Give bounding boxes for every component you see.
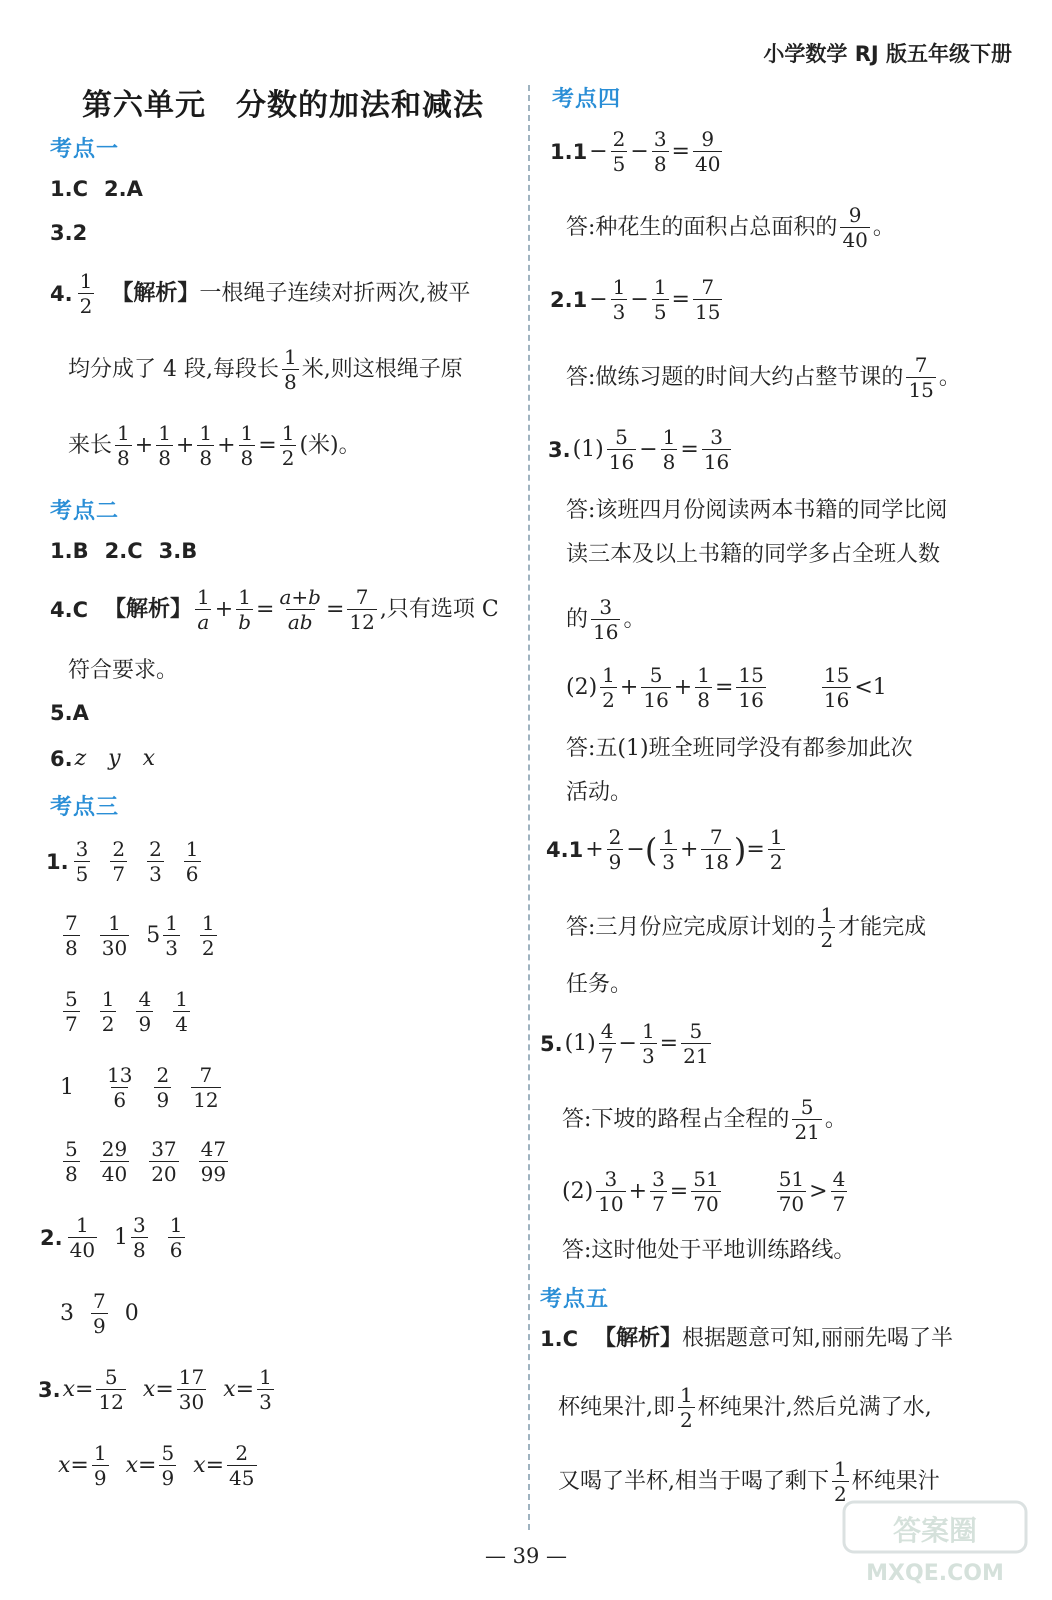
fraction: $\frac{4}{9}$: [138, 987, 152, 1036]
whole-number: 1: [60, 1074, 74, 1100]
s4-q4: 4.1 + $\frac{2}{9}$ − ( $\frac{1}{3}$ + $\frac{7}{18}$ ) = $\frac{1}{2}$: [546, 825, 783, 874]
s4-a5b: [562, 1236, 855, 1266]
s2-q1: 1.B: [50, 539, 89, 563]
text: 五(1)班全班同学没有都参加此次: [595, 736, 913, 761]
fraction: $\frac{2}{9}$: [608, 825, 622, 874]
s4-q2-num: 2.1: [550, 287, 588, 312]
fraction: $\frac{1}{2}$: [79, 269, 93, 318]
fraction: $\frac{2}{5}$: [612, 127, 626, 176]
s3-q2-row1: [40, 1214, 188, 1261]
s4-q3-num: 3.: [548, 437, 571, 462]
fraction: $\frac{1}{8}$: [199, 421, 213, 470]
fraction: $\frac{1}{b}$: [238, 585, 252, 634]
s4-q5-num: 5.: [540, 1031, 563, 1056]
unit-name: 分数的加法和减法: [236, 88, 484, 123]
s3-q1-row5: [60, 1138, 231, 1185]
s4-q1-num: 1.1: [550, 139, 588, 164]
whole-number: 1: [114, 1224, 129, 1250]
fraction: $\frac{1}{2}$: [281, 421, 295, 470]
fraction: $\frac{1}{5}$: [653, 275, 667, 324]
s5-q1-l2: [558, 1384, 932, 1431]
fraction: $\frac{1}{6}$: [185, 837, 199, 886]
fraction: $\frac{1}{8}$: [697, 663, 710, 712]
fraction: $\frac{37}{20}$: [151, 1137, 177, 1186]
section-heading-2: 考点二: [50, 499, 120, 524]
fraction: $\frac{1}{8}$: [158, 421, 171, 470]
fraction: $\frac{1}{4}$: [175, 987, 188, 1036]
fraction: $\frac{4}{7}$: [832, 1167, 846, 1216]
fraction: $\frac{1}{8}$: [117, 421, 130, 470]
s1-q4-num: 4.: [50, 281, 73, 306]
s2-q2: 2.C: [104, 539, 143, 563]
s3-q1-row2: [60, 912, 220, 959]
text: 又喝了半杯,相当于喝了剩下: [558, 1468, 829, 1494]
fraction: $\frac{1}{8}$: [662, 425, 676, 474]
analysis-label: 【解析】: [111, 280, 200, 306]
fraction: $\frac{7}{15}$: [694, 275, 721, 324]
s4-a4-l2: 任务。: [566, 972, 633, 997]
s4-q4-num: 4.1: [546, 837, 584, 862]
s1-q1-q2: [50, 174, 145, 204]
s4-q5-2: (2) $\frac{3}{10}$ + $\frac{3}{7}$ = $\frac{51}{70}$ $\frac{51}{70}$ > $\frac{4}{7}$: [562, 1167, 846, 1216]
fraction: $\frac{5}{16}$: [608, 425, 635, 474]
fraction: $\frac{1}{a}$: [197, 585, 210, 634]
fraction: $\frac{3}{5}$: [75, 837, 89, 886]
fraction: $\frac{15}{16}$: [738, 663, 764, 712]
s3-q2-row2: [60, 1290, 139, 1337]
fraction: $\frac{13}{6}$: [107, 1063, 133, 1112]
section-heading-4: 考点四: [552, 87, 622, 112]
s2-q5: [50, 698, 91, 728]
s2-q4-line1: 4.C 【解析】 $\frac{1}{a}$ + $\frac{1}{b}$ = $\frac{a+b}{ab}$ = $\frac{7}{12}$ ,只有选项 C: [50, 585, 499, 634]
fraction: $\frac{1}{3}$: [662, 825, 676, 874]
answer-label: 答:: [566, 914, 596, 940]
fraction: $\frac{1}{2}$: [834, 1457, 847, 1506]
fraction: $\frac{2}{45}$: [229, 1441, 255, 1490]
fraction: $\frac{29}{40}$: [101, 1137, 128, 1186]
s2-q4-line2: 符合要求。: [68, 658, 179, 683]
fraction: $\frac{1}{2}$: [602, 663, 615, 712]
s4-q2: 2.1 − $\frac{1}{3}$ − $\frac{1}{5}$ = $\frac{7}{15}$: [550, 275, 721, 324]
fraction: $\frac{5}{21}$: [794, 1095, 820, 1144]
fraction: $\frac{9}{40}$: [694, 127, 721, 176]
answer-label: 答:: [562, 1238, 592, 1263]
fraction: $\frac{1}{6}$: [169, 1213, 183, 1262]
s3-q1-row4: [60, 1064, 224, 1111]
whole-number: 0: [124, 1300, 139, 1326]
whole-number: 3: [60, 1300, 74, 1326]
s1-q1: 1.C: [50, 177, 89, 201]
fraction: $\frac{15}{16}$: [823, 663, 850, 712]
s2-q4-num: 4.C: [50, 597, 89, 622]
text: 下坡的路程占全程的: [591, 1106, 790, 1132]
s2-q1-q3: [50, 536, 199, 566]
fraction: $\frac{1}{3}$: [165, 911, 178, 960]
text: 三月份应完成原计划的: [595, 914, 816, 940]
s3-q1-row1: [46, 838, 204, 885]
text: 该班四月份阅读两本书籍的同学比阅: [595, 498, 948, 523]
fraction: $\frac{1}{8}$: [240, 421, 254, 470]
fraction: $\frac{3}{16}$: [703, 425, 730, 474]
fraction: $\frac{3}{7}$: [652, 1167, 665, 1216]
unit-number: 第六单元: [82, 88, 206, 123]
s4-q3-1: 3. (1) $\frac{5}{16}$ − $\frac{1}{8}$ = $\frac{3}{16}$: [548, 425, 730, 474]
s5-q1-num: 1.C: [540, 1327, 579, 1351]
s4-a5: 答: 下坡的路程占全程的 $\frac{5}{21}$ 。: [562, 1095, 847, 1144]
text: 来长: [68, 432, 113, 458]
s2-q6-num: 6.: [50, 747, 73, 771]
s1-q4-line1: [50, 270, 470, 317]
text: 杯纯果汁,即: [558, 1394, 675, 1420]
s4-q1: 1.1 − $\frac{2}{5}$ − $\frac{3}{8}$ = $\frac{9}{40}$: [550, 127, 721, 176]
analysis-label: 【解析】: [104, 596, 193, 622]
s1-q4-text: 一根绳子连续对折两次,被平: [199, 280, 471, 306]
fraction: $\frac{7}{12}$: [193, 1063, 219, 1112]
text: 杯纯果汁: [851, 1468, 940, 1494]
answer-label: 答:: [566, 498, 596, 523]
fraction: $\frac{5}{9}$: [161, 1441, 175, 1490]
text: 根据题意可知,丽丽先喝了半: [682, 1326, 954, 1351]
section-heading-1: 考点一: [50, 137, 120, 162]
svg-text:答案圈: 答案圈: [892, 1514, 978, 1547]
s3-q1-row3: [60, 988, 193, 1035]
text: 均分成了 4 段,每段长: [68, 356, 279, 382]
text: 做练习题的时间大约占整节课的: [595, 364, 904, 390]
s1-q3: [50, 218, 89, 248]
fraction: $\frac{9}{40}$: [842, 203, 868, 252]
s2-q6-vals: z y x: [74, 746, 156, 771]
fraction: $\frac{1}{3}$: [612, 275, 626, 324]
s1-q2: 2.A: [104, 177, 143, 201]
fraction: $\frac{2}{9}$: [156, 1063, 170, 1112]
fraction: $\frac{3}{10}$: [598, 1167, 624, 1216]
s4-a3-l2: 读三本及以上书籍的同学多占全班人数: [566, 542, 941, 567]
s4-a4-l1: [566, 904, 926, 951]
svg-text:MXQE.COM: MXQE.COM: [866, 1561, 1004, 1586]
s4-a3-l3: 的 $\frac{3}{16}$ 。: [566, 595, 646, 644]
s1-q4-line3: 来长 $\frac{1}{8}$ + $\frac{1}{8}$ + $\frac{1}{8}$ + $\frac{1}{8}$ = $\frac{1}{2}$ (米)。: [68, 421, 361, 470]
s4-a1: 答: 种花生的面积占总面积的 $\frac{9}{40}$ 。: [566, 203, 895, 252]
fraction: $\frac{17}{30}$: [178, 1365, 205, 1414]
fraction: $\frac{2}{3}$: [149, 837, 162, 886]
answer-label: 答:: [566, 736, 596, 761]
fraction: $\frac{7}{15}$: [908, 353, 934, 402]
fraction: $\frac{7}{18}$: [703, 825, 729, 874]
text: ,只有选项 C: [379, 596, 499, 622]
text: 才能完成: [838, 914, 927, 940]
text: 杯纯果汁,然后兑满了水,: [697, 1394, 932, 1420]
s4-a2: 答: 做练习题的时间大约占整节课的 $\frac{7}{15}$ 。: [566, 353, 961, 402]
fraction: $\frac{1}{2}$: [101, 987, 115, 1036]
text: 种花生的面积占总面积的: [595, 214, 838, 240]
page-number: — 39 —: [484, 1544, 568, 1568]
fraction: $\frac{5}{16}$: [643, 663, 669, 712]
fraction: $\frac{51}{70}$: [693, 1167, 719, 1216]
s4-q3-2: (2) $\frac{1}{2}$ + $\frac{5}{16}$ + $\frac{1}{8}$ = $\frac{15}{16}$ $\frac{15}{16}$ < 1: [566, 663, 887, 712]
fraction: $\frac{5}{12}$: [98, 1365, 124, 1414]
text: 这时他处于平地训练路线。: [591, 1238, 856, 1263]
s2-q3: 3.B: [158, 539, 198, 563]
page-header: 小学数学 RJ 版五年级下册: [763, 42, 1012, 66]
fraction: $\frac{1}{2}$: [820, 903, 834, 952]
s3-q3-row1: 3. x = $\frac{5}{12}$ x = $\frac{17}{30}$ x = $\frac{1}{3}$: [38, 1365, 272, 1414]
s4-a3-l1: [566, 496, 947, 526]
s3-q3-row2: x = $\frac{1}{9}$ x = $\frac{5}{9}$ x = $\frac{2}{45}$: [58, 1441, 255, 1490]
fraction: $\frac{1}{2}$: [680, 1383, 693, 1432]
fraction: $\frac{3}{16}$: [593, 595, 619, 644]
s1-q3-text: 3.2: [50, 221, 88, 245]
analysis-label: 【解析】: [594, 1326, 683, 1351]
fraction: $\frac{51}{70}$: [778, 1167, 805, 1216]
s2-q5-text: 5.A: [50, 701, 89, 725]
fraction: $\frac{1}{30}$: [101, 911, 128, 960]
text: (米)。: [299, 432, 361, 458]
text: 米,则这根绳子原: [301, 356, 463, 382]
fraction: $\frac{5}{21}$: [683, 1019, 709, 1068]
fraction: $\frac{5}{7}$: [65, 987, 78, 1036]
whole-number: 5: [146, 922, 161, 948]
watermark-logo: [840, 1498, 1030, 1588]
fraction: $\frac{1}{2}$: [201, 911, 215, 960]
s4-q5-1: 5. (1) $\frac{4}{7}$ − $\frac{1}{3}$ = $\frac{5}{21}$: [540, 1019, 709, 1068]
s3-q3-num: 3.: [38, 1377, 61, 1402]
fraction: $\frac{3}{8}$: [133, 1213, 146, 1262]
s4-a3b-l2: 活动。: [566, 780, 633, 805]
fraction: $\frac{7}{9}$: [93, 1289, 106, 1338]
fraction: $\frac{7}{8}$: [65, 911, 78, 960]
answer-label: 答:: [566, 214, 596, 240]
fraction: $\frac{5}{8}$: [65, 1137, 78, 1186]
s2-q6: [50, 744, 155, 774]
s1-q4-line2: [68, 346, 463, 393]
fraction: $\frac{7}{12}$: [349, 585, 375, 634]
fraction: $\frac{1}{9}$: [93, 1441, 107, 1490]
answer-label: 答:: [566, 364, 596, 390]
unit-title: [82, 80, 484, 124]
section-heading-3: 考点三: [50, 795, 120, 820]
s3-q1-num: 1.: [46, 849, 69, 874]
fraction: $\frac{2}{7}$: [112, 837, 126, 886]
fraction: $\frac{3}{8}$: [653, 127, 667, 176]
fraction: $\frac{1}{8}$: [283, 345, 297, 394]
fraction: $\frac{1}{40}$: [69, 1213, 96, 1262]
section-heading-5: 考点五: [540, 1287, 610, 1312]
s4-a3b-l1: [566, 734, 913, 764]
fraction: $\frac{a+b}{ab}$: [279, 585, 321, 634]
answer-label: 答:: [562, 1106, 592, 1132]
fraction: $\frac{47}{99}$: [200, 1137, 227, 1186]
fraction: $\frac{1}{3}$: [259, 1365, 272, 1414]
column-divider: [528, 85, 530, 1530]
s3-q2-num: 2.: [40, 1225, 63, 1250]
text: 的: [566, 606, 589, 632]
fraction: $\frac{4}{7}$: [600, 1019, 614, 1068]
s5-q1-l1: [540, 1324, 953, 1354]
fraction: $\frac{1}{3}$: [641, 1019, 655, 1068]
fraction: $\frac{1}{2}$: [769, 825, 783, 874]
